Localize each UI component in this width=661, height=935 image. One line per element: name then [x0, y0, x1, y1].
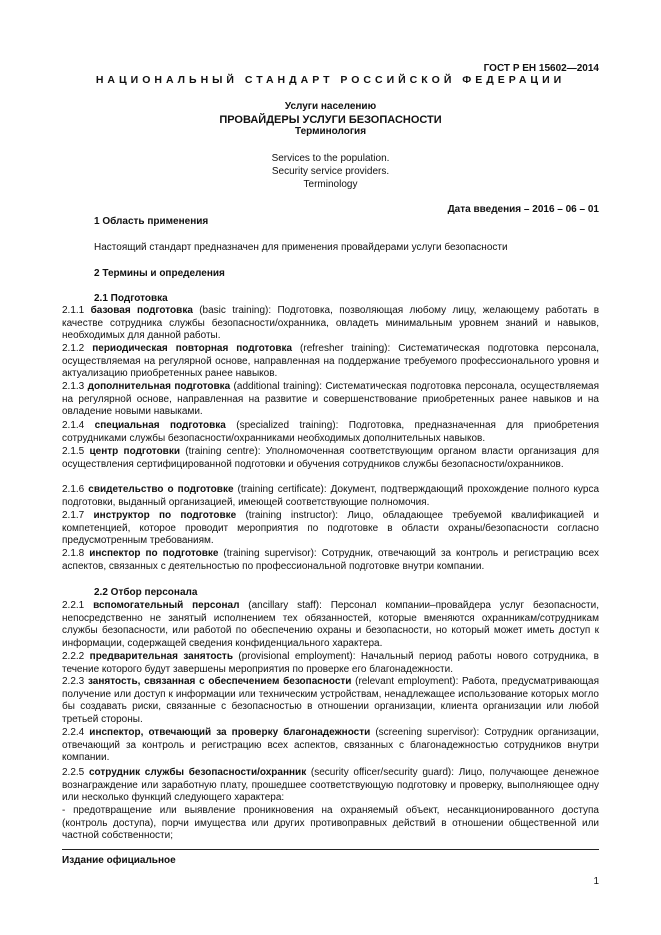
national-standard-heading: НАЦИОНАЛЬНЫЙ СТАНДАРТ РОССИЙСКОЙ ФЕДЕРАЦИИ — [95, 74, 566, 86]
term-2-1-3 — [62, 381, 599, 419]
term-name: занятость, связанная с обеспечением безопасности — [87, 676, 352, 687]
english-title-line-2: Security service providers. — [271, 166, 390, 177]
term-2-1-7 — [62, 510, 599, 548]
term-2-2-1 — [62, 600, 599, 651]
term-definition: (security officer/security guard): Лицо, получающее денежное вознаграждение или заработную плату, прошедшее соответствующую подготовку и проверку, выполняющее одну или несколько функций следующего характера: — [62, 767, 600, 804]
term-definition: (ancillary staff): Персонал компании–провайдера услуг безопасности, непосредственно не занятый исполнением тех обязанностей, которые вменяются охранникам/сотрудникам службы безопасности, или работой по обеспечению охраны и безопасности, но который может иметь доступ к информации, содержащей сведения конфиденциального характера. — [62, 600, 599, 650]
term-name: свидетельство о подготовке — [88, 484, 234, 495]
term-name: базовая подготовка — [90, 305, 193, 316]
subsection-2-1-heading: 2.1 Подготовка — [94, 293, 168, 304]
term-name: инструктор по подготовке — [93, 510, 237, 521]
title-line-2: ПРОВАЙДЕРЫ УСЛУГИ БЕЗОПАСНОСТИ — [219, 113, 442, 126]
term-number: 2.2.1 — [62, 600, 85, 611]
term-2-2-3 — [62, 676, 599, 727]
bullet-item: - предотвращение или выявление проникновения на охраняемый объект, несанкционированного доступа (контроль доступа), порчи имущества или других противоправных действий в отношении общественной или частной собственности; — [62, 805, 599, 842]
term-2-1-1 — [62, 305, 599, 343]
term-number: 2.2.4 — [62, 727, 85, 738]
term-number: 2.1.2 — [62, 343, 85, 354]
term-2-1-8 — [62, 548, 599, 573]
term-name: вспомогательный персонал — [93, 600, 240, 611]
term-definition: (screening supervisor): Сотрудник организации, отвечающий за контроль и регистрацию всех аспектов, связанных с благонадежностью сотрудников внутри компании. — [62, 727, 599, 764]
term-definition: (basic training): Подготовка, позволяющая любому лицу, желающему работать в качестве сотрудника службы безопасности/охранника, овладеть минимальным уровнем знаний и навыков, необходимых для данной работы. — [62, 305, 600, 342]
term-number: 2.2.5 — [62, 767, 85, 778]
english-title-block — [0, 152, 661, 191]
term-2-1-4 — [62, 420, 599, 445]
term-definition: (provisional employment): Начальный период работы нового сотрудника, в течение которого будут завершены мероприятия по проверке его благонадежности. — [62, 651, 599, 675]
term-definition: (training certificate): Документ, подтверждающий прохождение полного курса подготовки, выданный организацией, имеющей соответствующие полномочия. — [62, 484, 600, 508]
term-2-2-4 — [62, 727, 599, 765]
introduction-date: Дата введения – 2016 – 06 – 01 — [447, 204, 599, 215]
term-2-2-5 — [62, 767, 599, 805]
term-name: центр подготовки — [89, 446, 180, 457]
official-edition-label: Издание официальное — [62, 855, 176, 866]
title-line-1: Услуги населению — [284, 101, 377, 112]
english-title-line-1: Services to the population. — [271, 153, 390, 164]
term-name: специальная подготовка — [94, 420, 226, 431]
term-definition: (training instructor): Лицо, обладающее требуемой квалификацией и компетенцией, которое проводит мероприятия по подготовке в области охраны/безопасности согласно предусмотренным требованиям. — [62, 510, 599, 547]
term-name: сотрудник службы безопасности/охранник — [88, 767, 307, 778]
page-number: 1 — [593, 876, 599, 887]
term-number: 2.2.2 — [62, 651, 85, 662]
term-number: 2.1.1 — [62, 305, 85, 316]
standard-number: ГОСТ Р ЕН 15602—2014 — [483, 63, 599, 74]
section-1-text: Настоящий стандарт предназначен для применения провайдерами услуги безопасности — [94, 242, 508, 253]
section-2-heading: 2 Термины и определения — [94, 268, 225, 279]
title-block — [0, 101, 661, 139]
term-number: 2.1.6 — [62, 484, 85, 495]
term-name: инспектор, отвечающий за проверку благонадежности — [89, 727, 371, 738]
term-number: 2.1.5 — [62, 446, 85, 457]
section-1-heading: 1 Область применения — [94, 216, 209, 227]
english-title-line-3: Terminology — [303, 179, 358, 190]
term-definition: (additional training): Систематическая подготовка персонала, осуществляемая на регулярной основе, направленная на развитие и совершенствование приобретенных ранее навыков и на овладение новыми навыками. — [62, 381, 599, 418]
term-definition: (training centre): Уполномоченная соответствующим органом власти организация для осуществления сертифицированной подготовки и обучения сотрудников службы безопасности/охранников. — [62, 446, 599, 470]
term-definition: (training supervisor): Сотрудник, отвечающий за контроль и регистрацию всех аспектов, связанных с деятельностью по профессиональной подготовке внутри компании. — [62, 548, 599, 572]
term-2-2-2 — [62, 651, 599, 676]
term-number: 2.2.3 — [62, 676, 85, 687]
term-2-1-2 — [62, 343, 599, 381]
term-number: 2.1.8 — [62, 548, 85, 559]
term-number: 2.1.7 — [62, 510, 85, 521]
title-line-3: Терминология — [294, 126, 367, 137]
term-2-1-5 — [62, 446, 599, 471]
footer-divider — [62, 849, 599, 850]
term-number: 2.1.3 — [62, 381, 85, 392]
term-definition: (specialized training): Подготовка, предназначенная для приобретения сотрудниками службы безопасности/охранниками необходимых дополнительных навыков. — [62, 420, 599, 444]
term-name: инспектор по подготовке — [89, 548, 219, 559]
term-definition: (relevant employment): Работа, предусматривающая получение или доступ к информации или техническим устройствам, ненадлежащее использование которых могло бы создавать риски, связанные с безопасностью в отношении организации, клиента организации или любой третьей стороны. — [62, 676, 599, 726]
term-2-1-6 — [62, 484, 599, 509]
term-name: предварительная занятость — [89, 651, 233, 662]
term-name: периодическая повторная подготовка — [92, 343, 293, 354]
term-definition: (refresher training): Систематическая подготовка персонала, осуществляемая на регулярной основе, направленная на поддержание требуемого профессионального уровня и актуализацию приобретенных ранее навыков. — [62, 343, 600, 380]
subsection-2-2-heading: 2.2 Отбор персонала — [94, 587, 198, 598]
term-name: дополнительная подготовка — [87, 381, 231, 392]
term-number: 2.1.4 — [62, 420, 85, 431]
